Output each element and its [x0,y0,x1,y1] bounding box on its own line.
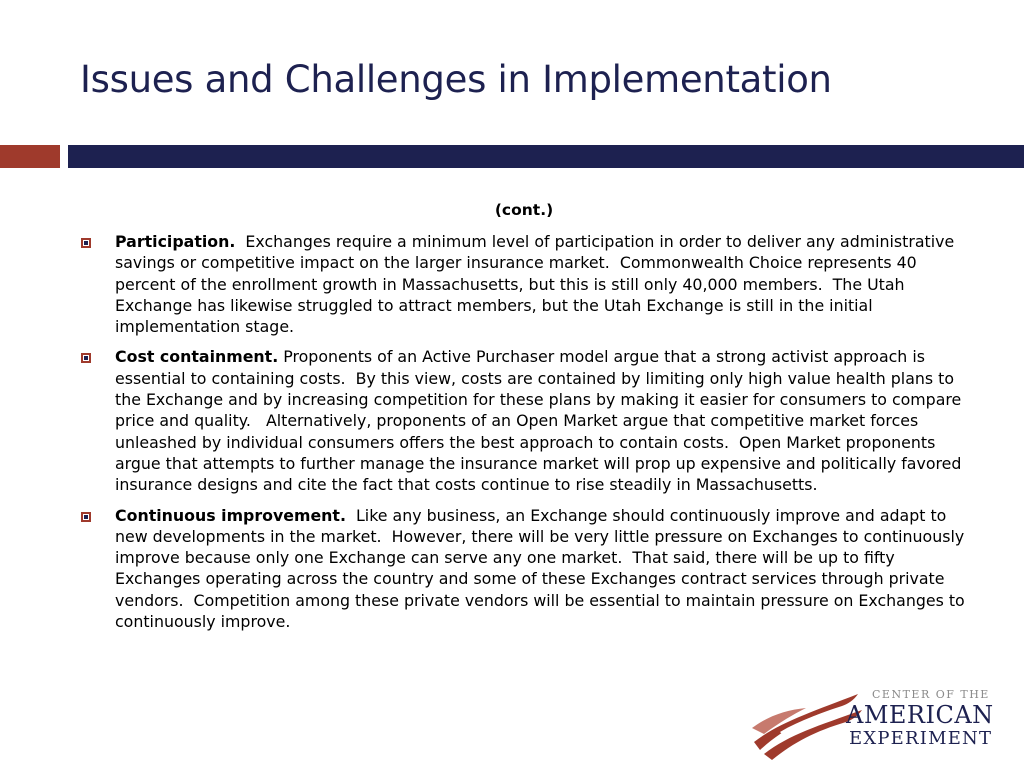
logo-line-center-of-the: CENTER OF THE [872,688,990,701]
title-rule-bar [68,145,1024,168]
bullet-text: Proponents of an Active Purchaser model argue that a strong activist approach is essential to containing costs. By this view, costs are contained by limiting only high value health plans to the Exchange and by increasing competition for these plans by making it easier for consumers to compare price and quality. Alternatively, proponents of an Open Market argue that competitive market forces unleashed by individual consumers offers the best approach to contain costs. Open Market proponents argue that attempts to further manage the insurance market will prop up expensive and politically favored insurance designs and cite the fact that costs continue to rise steadily in Massachusetts. [115,347,967,495]
bullet-heading: Participation. [115,232,236,251]
slide-title: Issues and Challenges in Implementation [80,58,832,101]
square-bullet-icon [81,238,91,248]
bullet-item-participation [115,231,975,337]
continued-label: (cont.) [494,201,554,219]
organization-logo [750,684,1010,760]
bullet-item-continuous-improvement [115,505,975,633]
bullet-text: Exchanges require a minimum level of participation in order to deliver any administrative savings or competitive impact on the larger insurance market. Commonwealth Choice represents 40 percent of the enrollment growth in Massachusetts, but this is still only 40,000 members. The Utah Exchange has likewise struggled to attract members, but the Utah Exchange is still in the initial implementation stage. [115,232,960,337]
bullet-heading: Cost containment. [115,347,279,367]
bullet-item-cost-containment [115,346,975,495]
bullet-text: Like any business, an Exchange should continuously improve and adapt to new developments in the market. However, there will be very little pressure on Exchanges to continuously improve because only one Exchange can serve any one market. That said, there will be up to fifty Exchanges operating across the country and some of these Exchanges contract services through private vendors. Competition among these private vendors will be essential to maintain pressure on Exchanges to continuously improve. [115,505,970,632]
logo-line-american: AMERICAN [846,701,994,729]
bullet-list [115,231,975,641]
logo-line-experiment: EXPERIMENT [849,728,993,749]
square-bullet-icon [81,512,91,522]
bullet-heading: Continuous improvement. [115,505,346,525]
title-rule-accent [0,145,60,168]
square-bullet-icon [81,353,91,363]
